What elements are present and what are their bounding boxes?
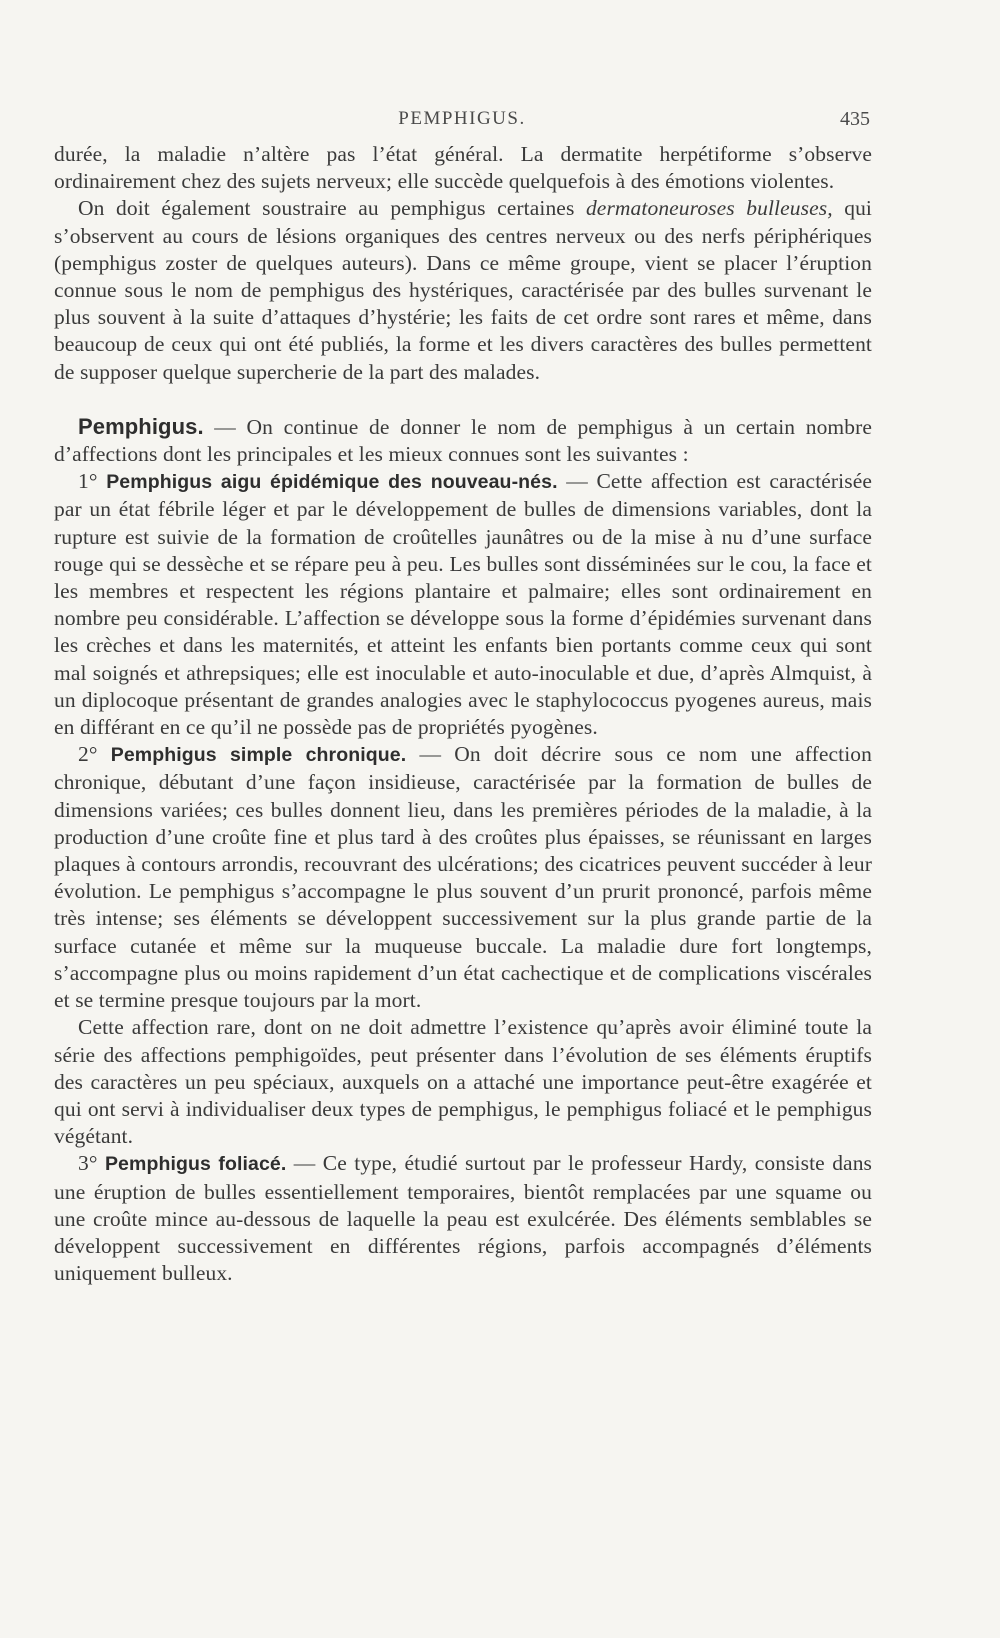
section-text: — On doit décrire sous ce nom une affection chronique, débutant d’une façon insidieuse, caractérisée par la formation de bulles de dimensions variées; ces bulles donnent lieu, dans les premières périodes de la maladie, à la production d’une croûte fine et plus tard à des croûtes plus épaisses, se réunissant en larges plaques à contours arrondis, recouvrant des ulcérations; des cicatrices peuvent succéder à leur évolution. Le pemphigus s’accompagne le plus souvent d’un prurit prononcé, parfois même très intense; ses éléments se développent successivement sur la plus grande partie de la surface cutanée et même sur la muqueuse buccale. La maladie dure fort longtemps, s’accompagne plus ou moins rapidement d’un état cachectique et de complications viscérales et se termine presque toujours par la mort. xyxy=(54,742,872,1013)
paragraph-dermatoneuroses xyxy=(54,195,872,385)
section-pemphigus-aigu xyxy=(54,468,872,741)
paragraph-text: qui s’observent au cours de lésions organiques des centres nerveux ou des nerfs périphériques (pemphigus zoster de quelques auteurs). Dans ce même groupe, vient se placer l’éruption connue sous le nom de pemphigus des hystériques, caractérisée par des bulles survenant le plus souvent à la suite d’attaques d’hystérie; les faits de cet ordre sont rares et même, dans beaucoup de ceux qui ont été publiés, la forme et les divers caractères des bulles permettent de supposer quelque supercherie de la part des malades. xyxy=(54,196,872,384)
section-heading: Pemphigus foliacé. xyxy=(104,1153,287,1176)
section-number: 3° xyxy=(78,1151,105,1176)
section-number: 1° xyxy=(78,469,107,494)
running-header xyxy=(54,108,870,134)
section-pemphigus xyxy=(54,413,872,468)
page-number: 435 xyxy=(840,108,870,130)
section-heading: Pemphigus. xyxy=(78,413,204,439)
body-text xyxy=(54,141,872,1287)
section-text: — Cette affection est caractérisée par un état fébrile léger et par le développement de bulles de dimensions variables, dont la rupture est suivie de la formation de croûtelles jaunâtres ou de la mise à nu d’une surface rouge qui se dessèche et se répare peu à peu. Les bulles sont disséminées sur le cou, la face et les membres et respectent les régions plantaire et palmaire; elles sont ordinairement en nombre peu considérable. L’affection se développe sous la forme d’épidémies survenant dans les crèches et dans les maternités, et atteint les enfants bien portants comme ceux qui sont mal soignés et athrepsiques; elle est inoculable et auto-inoculable et due, d’après Almquist, à un diplocoque présentant de grandes analogies avec le staphylococcus pyogenes aureus, mais en différant en ce qu’il ne possède pas de propriétés pyogènes. xyxy=(54,469,873,740)
section-heading: Pemphigus aigu épidémique des nouveau-nés. xyxy=(106,471,558,494)
paragraph-continuation: durée, la maladie n’altère pas l’état général. La dermatite herpétiforme s’observe ordinairement chez des sujets nerveux; elle succède quelquefois à des émotions violentes. xyxy=(54,142,872,194)
section-spacer xyxy=(54,386,872,413)
section-number: 2° xyxy=(78,742,111,767)
section-text: — On continue de donner le nom de pemphigus à un certain nombre d’affections dont les principales et les mieux connues sont les suivantes : xyxy=(54,414,872,467)
section-pemphigus-foliace xyxy=(54,1150,872,1287)
paragraph-text: On doit également soustraire au pemphigus certaines xyxy=(78,196,586,221)
section-text: — Ce type, étudié surtout par le professeur Hardy, consiste dans une éruption de bulles essentiellement temporaires, bientôt remplacées par une squame ou une croûte mince au-dessous de laquelle la peau est exulcérée. Des éléments semblables se développent successivement en différentes régions, parfois accompagnés d’éléments uniquement bulleux. xyxy=(54,1151,873,1286)
italic-term: dermatoneuroses bulleuses, xyxy=(585,196,833,221)
section-heading: Pemphigus simple chronique. xyxy=(110,744,407,767)
paragraph-affection-rare: Cette affection rare, dont on ne doit admettre l’existence qu’après avoir éliminé toute la série des affections pemphigoïdes, peut présenter dans l’évolution de ses éléments éruptifs des caractères un peu spéciaux, auxquels on a attaché une importance peut-être exagérée et qui ont servi à individualiser deux types de pemphigus, le pemphigus foliacé et le pemphigus végétant. xyxy=(54,1015,872,1149)
running-title: PEMPHIGUS. xyxy=(398,108,526,129)
section-pemphigus-chronique xyxy=(54,741,872,1014)
